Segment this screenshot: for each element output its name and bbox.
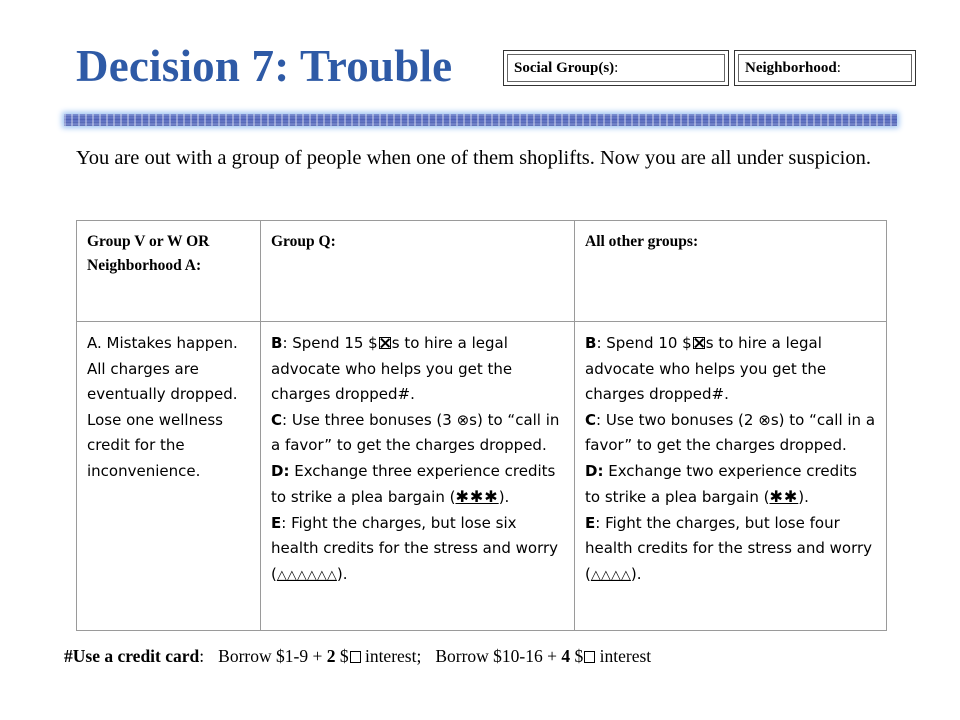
social-group-label: Social Group(s) [514, 60, 615, 76]
header-group-vw: Group V or W OR Neighborhood A: [77, 221, 261, 322]
other-option-b-letter: B [585, 334, 597, 352]
other-option-d-letter: D: [585, 461, 604, 480]
header-other-groups: All other groups: [575, 221, 887, 322]
other-option-e-post: ). [630, 564, 642, 583]
table-options-row [77, 322, 887, 631]
borrow-2-post: $ [570, 646, 584, 666]
dollar-box-x-icon [693, 337, 705, 349]
scenario-text: You are out with a group of people when one of them shoplifts. Now you are all under suspicion. [76, 147, 871, 169]
credit-card-colon: : [199, 646, 205, 666]
health-triangle-icons: △△△△ [590, 567, 631, 583]
experience-star-icons: ✱✱ [769, 487, 799, 506]
other-option-b [585, 331, 876, 408]
credit-card-label: #Use a credit card [64, 646, 200, 666]
bonus-circle-x-icon: ⊗ [758, 410, 771, 429]
other-option-e-pre: : Fight the charges, but lose four health credits for the stress and worry ( [585, 513, 873, 583]
borrow-1-post: $ [335, 646, 349, 666]
social-group-field[interactable] [507, 54, 725, 82]
borrow-2-pre: Borrow $10-16 + [435, 646, 562, 666]
other-option-c [585, 408, 876, 459]
credit-card-note [64, 646, 651, 667]
borrow-1-pre: Borrow $1-9 + [218, 646, 327, 666]
borrow-1-end: interest; [360, 646, 422, 666]
borrow-2-num: 4 [561, 646, 571, 666]
other-option-b-pre: : Spend 10 $ [596, 334, 692, 352]
other-option-e-letter: E [585, 513, 596, 532]
option-a-letter: A. [87, 334, 102, 352]
neighborhood-colon: : [836, 60, 841, 76]
option-a [87, 331, 250, 484]
other-option-d-pre: Exchange two experience credits to strike a plea bargain ( [585, 461, 857, 506]
other-option-d-post: ). [798, 488, 809, 506]
social-group-box[interactable] [503, 50, 729, 86]
social-group-colon: : [614, 60, 619, 76]
header-group-q: Group Q: [261, 221, 575, 322]
q-option-e-pre: : Fight the charges, but lose six health credits for the stress and worry ( [271, 513, 559, 583]
dollar-box-x-icon [379, 337, 391, 349]
decorative-divider [64, 114, 897, 126]
q-option-b-letter: B [271, 334, 283, 352]
q-option-c [271, 408, 564, 459]
q-option-c-letter: C [271, 410, 283, 429]
q-option-d-letter: D: [271, 461, 290, 480]
table-header-row [77, 221, 887, 322]
q-option-d-post: ). [498, 488, 510, 506]
option-a-text: Mistakes happen. All charges are eventually dropped. Lose one wellness credit for the inconvenience. [87, 334, 238, 480]
page-title: Decision 7: Trouble [76, 41, 453, 91]
other-option-c-letter: C [585, 410, 597, 429]
other-option-b-post: s to hire a legal advocate who helps you get the charges dropped#. [585, 334, 827, 403]
dollar-box-icon [350, 651, 361, 663]
q-option-e [271, 511, 564, 589]
q-option-c-post: s) to “call in a favor” to get the charges dropped. [271, 410, 560, 454]
decision-table [76, 220, 887, 631]
q-option-e-letter: E [271, 513, 282, 532]
experience-star-icons: ✱✱✱ [455, 487, 499, 506]
other-option-c-pre: : Use two bonuses (2 [596, 410, 759, 429]
other-option-e [585, 511, 876, 589]
q-option-d-pre: Exchange three experience credits to strike a plea bargain ( [271, 461, 556, 506]
dollar-box-icon [584, 651, 595, 663]
option-cell-group-q [261, 322, 575, 631]
borrow-1-num: 2 [326, 646, 336, 666]
other-option-d [585, 459, 876, 511]
neighborhood-field[interactable] [738, 54, 912, 82]
q-option-b-pre: : Spend 15 $ [282, 334, 378, 352]
bonus-circle-x-icon: ⊗ [456, 410, 470, 429]
health-triangle-icons: △△△△△△ [276, 567, 337, 583]
neighborhood-label: Neighborhood [745, 60, 837, 76]
borrow-2-end: interest [595, 646, 652, 666]
q-option-e-post: ). [336, 564, 348, 583]
option-cell-other-groups [575, 322, 887, 631]
option-cell-group-vw [77, 322, 261, 631]
q-option-b-post: s to hire a legal advocate who helps you get the charges dropped#. [271, 334, 513, 403]
q-option-d [271, 459, 564, 511]
neighborhood-box[interactable] [734, 50, 916, 86]
q-option-c-pre: : Use three bonuses (3 [282, 410, 457, 429]
other-option-c-post: s) to “call in a favor” to get the charges dropped. [585, 410, 876, 454]
q-option-b [271, 331, 564, 408]
